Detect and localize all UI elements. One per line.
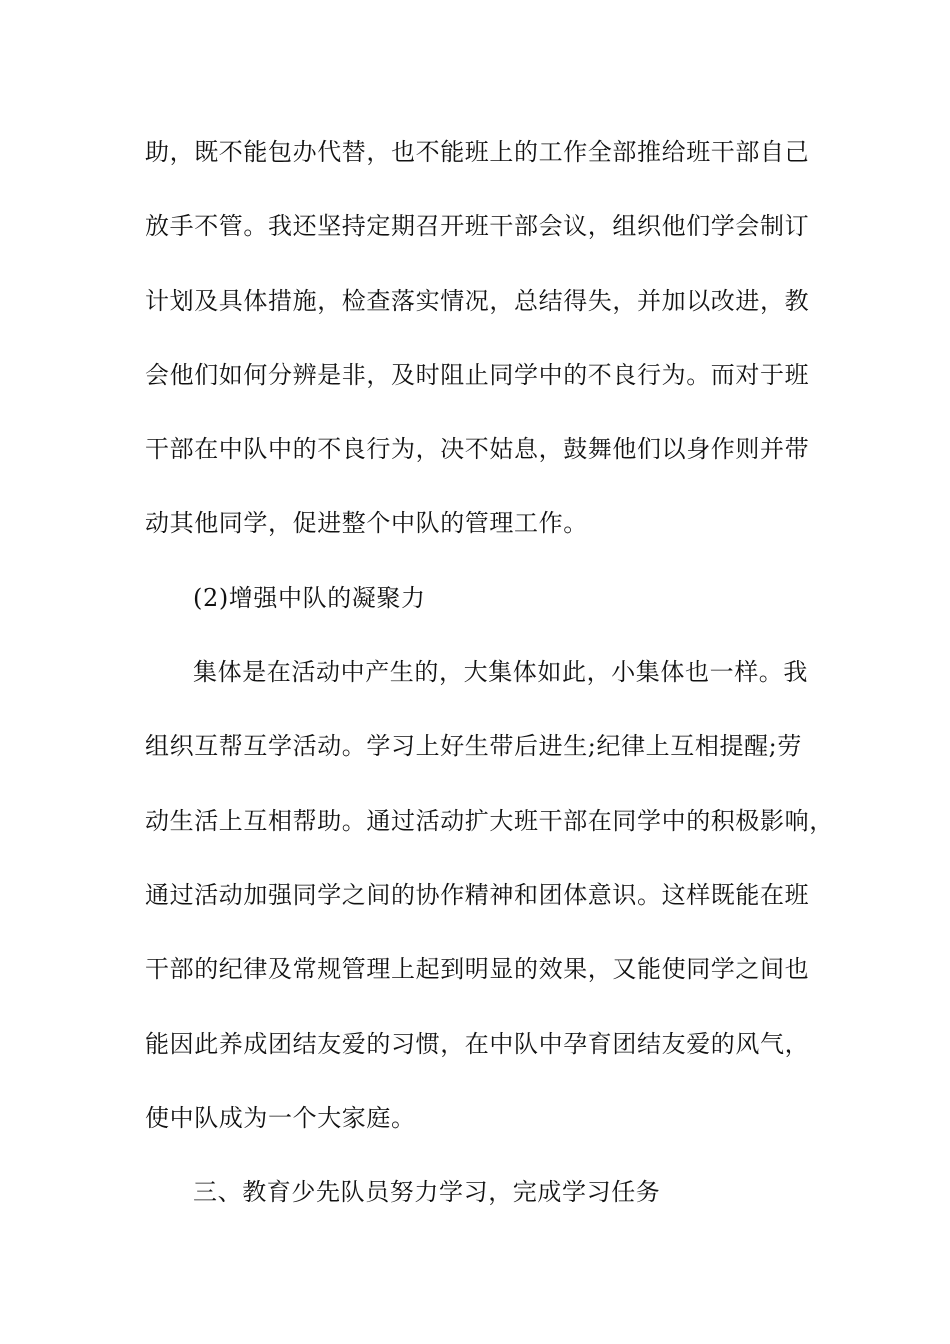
body-text xyxy=(145,130,835,1244)
text-line: 助，既不能包办代替，也不能班上的工作全部推给班干部自己 xyxy=(145,138,810,166)
text-line: 集体是在活动中产生的，大集体如此，小集体也一样。我 xyxy=(193,658,808,687)
text-line: 干部在中队中的不良行为，决不姑息，鼓舞他们以身作则并带 xyxy=(145,435,810,464)
text-line: 会他们如何分辨是非，及时阻止同学中的不良行为。而对于班 xyxy=(145,360,810,389)
text-line: 能因此养成团结友爱的习惯，在中队中孕育团结友爱的风气， xyxy=(145,1029,810,1058)
text-line: 使中队成为一个大家庭。 xyxy=(145,1103,416,1132)
text-line: 动生活上互相帮助。通过活动扩大班干部在同学中的积极影响， xyxy=(145,806,834,835)
text-line: 组织互帮互学活动。学习上好生带后进生;纪律上互相提醒;劳 xyxy=(145,732,802,761)
text-line: 放手不管。我还坚持定期召开班干部会议，组织他们学会制订 xyxy=(145,212,810,241)
text-line: 动其他同学，促进整个中队的管理工作。 xyxy=(145,509,588,538)
subsection-heading: (2)增强中队的凝聚力 xyxy=(193,583,426,612)
text-line: 计划及具体措施，检查落实情况，总结得失，并加以改进，教 xyxy=(145,286,810,315)
section-heading: 三、教育少先队员努力学习，完成学习任务 xyxy=(193,1178,661,1207)
text-line: 干部的纪律及常规管理上起到明显的效果，又能使同学之间也 xyxy=(145,955,810,984)
text-line: 通过活动加强同学之间的协作精神和团体意识。这样既能在班 xyxy=(145,880,810,909)
